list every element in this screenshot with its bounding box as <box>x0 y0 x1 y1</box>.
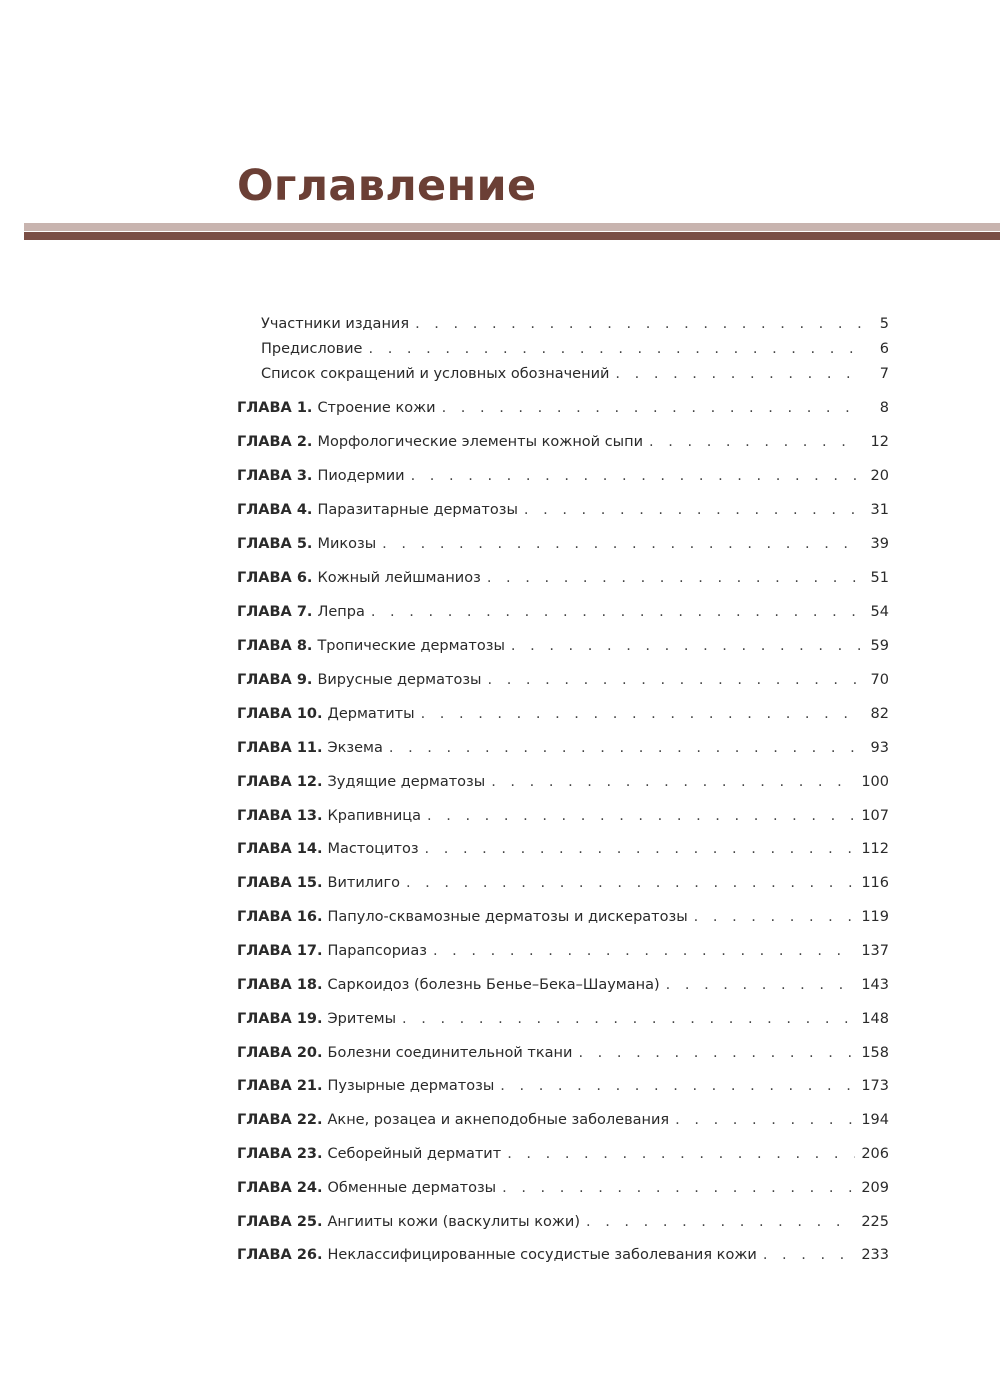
chapter-title: Строение кожи <box>317 400 436 416</box>
chapter-title: Мастоцитоз <box>327 841 419 857</box>
toc-page-number: 148 <box>861 1011 889 1027</box>
chapter-number: ГЛАВА 9. <box>237 672 313 688</box>
chapter-number: ГЛАВА 22. <box>237 1112 323 1128</box>
toc-page-number: 233 <box>861 1247 889 1263</box>
toc-entry-chapter-13[interactable] <box>237 805 889 827</box>
chapter-title: Пиодермии <box>317 468 405 484</box>
chapter-number: ГЛАВА 17. <box>237 943 323 959</box>
dot-leader <box>382 533 861 555</box>
chapter-title: Микозы <box>317 536 377 552</box>
toc-page-number: 225 <box>861 1214 889 1230</box>
chapter-number: ГЛАВА 15. <box>237 875 323 891</box>
dot-leader <box>406 872 855 894</box>
chapter-title: Дерматиты <box>327 706 415 722</box>
dot-leader <box>615 363 861 385</box>
toc-page-number: 107 <box>861 808 889 824</box>
toc-page-number: 100 <box>861 774 889 790</box>
toc-page-number: 119 <box>861 909 889 925</box>
toc-page-number: 209 <box>861 1180 889 1196</box>
chapter-title: Болезни соединительной ткани <box>327 1045 573 1061</box>
dot-leader <box>371 601 861 623</box>
chapter-title: Крапивница <box>327 808 422 824</box>
toc-entry-chapter-4[interactable] <box>237 499 889 521</box>
toc-entry-chapter-7[interactable] <box>237 601 889 623</box>
dot-leader <box>442 397 861 419</box>
dot-leader <box>491 771 855 793</box>
chapter-title: Обменные дерматозы <box>327 1180 497 1196</box>
toc-entry-chapter-20[interactable] <box>237 1042 889 1064</box>
dot-leader <box>487 567 861 589</box>
dot-leader <box>487 669 861 691</box>
chapter-title: Паразитарные дерматозы <box>317 502 518 518</box>
toc-page-number: 8 <box>879 400 889 416</box>
toc-entry-chapter-25[interactable] <box>237 1211 889 1233</box>
chapter-number: ГЛАВА 6. <box>237 570 313 586</box>
toc-entry-chapter-24[interactable] <box>237 1177 889 1199</box>
dot-leader <box>425 838 856 860</box>
chapter-number: ГЛАВА 11. <box>237 740 323 756</box>
toc-entry-chapter-8[interactable] <box>237 635 889 657</box>
toc-page-number: 70 <box>870 672 889 688</box>
toc-page-number: 12 <box>870 434 889 450</box>
toc-entry-chapter-1[interactable] <box>237 397 889 419</box>
toc-page-number: 7 <box>879 366 889 382</box>
toc-entry-label: Участники издания <box>261 316 410 332</box>
dot-leader <box>502 1177 855 1199</box>
toc-entry-chapter-12[interactable] <box>237 771 889 793</box>
toc-page-number: 82 <box>870 706 889 722</box>
chapter-title: Эритемы <box>327 1011 397 1027</box>
chapter-number: ГЛАВА 2. <box>237 434 313 450</box>
chapter-number: ГЛАВА 25. <box>237 1214 323 1230</box>
chapter-number: ГЛАВА 3. <box>237 468 313 484</box>
toc-page-number: 51 <box>870 570 889 586</box>
chapter-title: Парапсориаз <box>327 943 427 959</box>
toc-entry-label: Список сокращений и условных обозначений <box>261 366 610 382</box>
toc-entry-chapter-26[interactable] <box>237 1244 889 1266</box>
chapter-title: Лепра <box>317 604 365 620</box>
toc-entry-chapter-5[interactable] <box>237 533 889 555</box>
chapter-title: Саркоидоз (болезнь Бенье–Бека–Шаумана) <box>327 977 660 993</box>
toc-page-number: 158 <box>861 1045 889 1061</box>
chapter-number: ГЛАВА 18. <box>237 977 323 993</box>
dot-leader <box>411 465 861 487</box>
header-rule-light <box>24 223 1000 231</box>
chapter-number: ГЛАВА 13. <box>237 808 323 824</box>
dot-leader <box>427 805 855 827</box>
chapter-number: ГЛАВА 19. <box>237 1011 323 1027</box>
toc-page-number: 31 <box>870 502 889 518</box>
toc-entry-chapter-22[interactable] <box>237 1109 889 1131</box>
dot-leader <box>433 940 855 962</box>
chapter-title: Кожный лейшманиоз <box>317 570 481 586</box>
dot-leader <box>402 1008 855 1030</box>
toc-page-number: 6 <box>879 341 889 357</box>
dot-leader <box>500 1075 855 1097</box>
toc-entry-chapter-14[interactable] <box>237 838 889 860</box>
chapter-number: ГЛАВА 12. <box>237 774 323 790</box>
chapter-title: Морфологические элементы кожной сыпи <box>317 434 644 450</box>
chapter-title: Папуло-сквамозные дерматозы и дискератозы <box>327 909 688 925</box>
page-title: Оглавление <box>237 161 537 211</box>
toc-entry-contributors[interactable] <box>261 313 889 335</box>
toc-page-number: 112 <box>861 841 889 857</box>
toc-entry-chapter-18[interactable] <box>237 974 889 996</box>
chapter-number: ГЛАВА 26. <box>237 1247 323 1263</box>
dot-leader <box>368 338 861 360</box>
toc-page-number: 206 <box>861 1146 889 1162</box>
toc-page-number: 54 <box>870 604 889 620</box>
chapter-title: Себорейный дерматит <box>327 1146 502 1162</box>
chapter-title: Витилиго <box>327 875 400 891</box>
toc-page-number: 5 <box>879 316 889 332</box>
dot-leader <box>578 1042 855 1064</box>
dot-leader <box>649 431 861 453</box>
chapter-title: Акне, розацеа и акнеподобные заболевания <box>327 1112 670 1128</box>
chapter-title: Неклассифицированные сосудистые заболевания кожи <box>327 1247 757 1263</box>
header-rule-dark <box>24 232 1000 240</box>
toc-page-number: 143 <box>861 977 889 993</box>
chapter-number: ГЛАВА 24. <box>237 1180 323 1196</box>
chapter-title: Ангииты кожи (васкулиты кожи) <box>327 1214 580 1230</box>
toc-entry-preface[interactable] <box>261 338 889 360</box>
dot-leader <box>524 499 861 521</box>
chapter-number: ГЛАВА 23. <box>237 1146 323 1162</box>
dot-leader <box>694 906 856 928</box>
toc-entry-abbreviations[interactable] <box>261 363 889 385</box>
toc-page-number: 173 <box>861 1078 889 1094</box>
chapter-title: Зудящие дерматозы <box>327 774 486 790</box>
chapter-title: Вирусные дерматозы <box>317 672 482 688</box>
toc-page-number: 194 <box>861 1112 889 1128</box>
chapter-number: ГЛАВА 5. <box>237 536 313 552</box>
toc-page-number: 20 <box>870 468 889 484</box>
dot-leader <box>421 703 861 725</box>
chapter-title: Экзема <box>327 740 383 756</box>
toc-entry-chapter-17[interactable] <box>237 940 889 962</box>
toc-entry-chapter-19[interactable] <box>237 1008 889 1030</box>
chapter-number: ГЛАВА 1. <box>237 400 313 416</box>
dot-leader <box>666 974 856 996</box>
dot-leader <box>675 1109 855 1131</box>
dot-leader <box>389 737 861 759</box>
toc-entry-chapter-2[interactable] <box>237 431 889 453</box>
toc-entry-chapter-6[interactable] <box>237 567 889 589</box>
chapter-number: ГЛАВА 8. <box>237 638 313 654</box>
toc-entry-chapter-23[interactable] <box>237 1143 889 1165</box>
chapter-number: ГЛАВА 16. <box>237 909 323 925</box>
toc-entry-chapter-3[interactable] <box>237 465 889 487</box>
dot-leader <box>763 1244 856 1266</box>
toc-entry-chapter-11[interactable] <box>237 737 889 759</box>
toc-page-number: 137 <box>861 943 889 959</box>
chapter-number: ГЛАВА 21. <box>237 1078 323 1094</box>
chapter-number: ГЛАВА 20. <box>237 1045 323 1061</box>
toc-page-number: 116 <box>861 875 889 891</box>
chapter-number: ГЛАВА 7. <box>237 604 313 620</box>
dot-leader <box>586 1211 855 1233</box>
toc-page-number: 39 <box>870 536 889 552</box>
toc-entry-label: Предисловие <box>261 341 363 357</box>
toc-page-number: 59 <box>870 638 889 654</box>
chapter-number: ГЛАВА 14. <box>237 841 323 857</box>
chapter-title: Пузырные дерматозы <box>327 1078 495 1094</box>
dot-leader <box>507 1143 855 1165</box>
toc-entry-chapter-16[interactable] <box>237 906 889 928</box>
chapter-title: Тропические дерматозы <box>317 638 505 654</box>
toc-entry-chapter-21[interactable] <box>237 1075 889 1097</box>
toc-entry-chapter-10[interactable] <box>237 703 889 725</box>
toc-page-number: 93 <box>870 740 889 756</box>
chapter-number: ГЛАВА 4. <box>237 502 313 518</box>
toc-entry-chapter-15[interactable] <box>237 872 889 894</box>
dot-leader <box>415 313 861 335</box>
toc-entry-chapter-9[interactable] <box>237 669 889 691</box>
chapter-number: ГЛАВА 10. <box>237 706 323 722</box>
dot-leader <box>511 635 861 657</box>
